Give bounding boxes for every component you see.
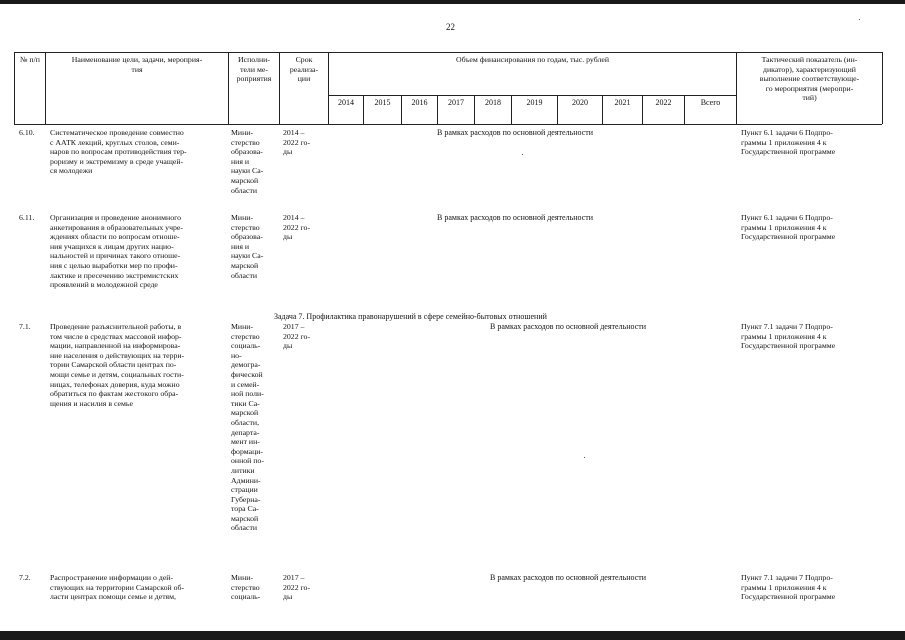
row-name: Распространение информации о дей- ствующих на территории Самарской об- ласти центрах помощи семье и детям, — [50, 573, 185, 602]
row-number: 6.10. — [19, 128, 35, 137]
year-header: 2021 — [614, 98, 631, 107]
year-header: 2018 — [485, 98, 501, 107]
header-funding: Объем финансирования по годам, тыс. рублей — [455, 55, 609, 64]
scan-speck — [859, 19, 860, 20]
row-term: 2014 – 2022 го- ды — [283, 128, 311, 157]
row-name: Организация и проведение анонимного анкетирования в образовательных учре- ждениях области по вопросам отноше- ния учащихся к лицам других нацио- нальностей и причинах такого отноше- ния с целью выработки мер по профи- лактике и пресечению экстремистских проявлений в молодежной среде — [50, 213, 183, 290]
header-indicator: Тактический показатель (ин- дикатор), характеризующий выполнение соответствующе- го мероприятия (меропри- тий) — [759, 55, 860, 103]
table-top-border — [14, 52, 882, 53]
row-name: Систематическое проведение совместно с ААТК лекций, круглых столов, семи- наров по вопросам противодействия тер- роризму и экстремизму в среде учащей- ся молодежи — [50, 128, 187, 176]
year-header: 2022 — [655, 98, 672, 107]
row-executor: Мини- стерство социаль- — [231, 573, 261, 602]
row-term: 2014 – 2022 го- ды — [283, 213, 311, 242]
year-header: 2016 — [411, 98, 428, 107]
row-term: 2017 – 2022 го- ды — [283, 322, 311, 351]
row-executor: Мини- стерство образова- ния и науки Са- марской области — [231, 128, 264, 195]
row-funding-note: В рамках расходов по основной деятельности — [437, 128, 594, 137]
row-number: 6.11. — [19, 213, 35, 222]
year-header-total: Всего — [700, 98, 721, 107]
years-row-top-border — [328, 95, 736, 96]
row-funding-note: В рамках расходов по основной деятельности — [437, 213, 594, 222]
year-header: 2019 — [526, 98, 543, 107]
row-number: 7.1. — [19, 322, 31, 331]
row-indicator: Пункт 6.1 задачи 6 Подпро- граммы 1 приложения 4 к Государственной программе — [741, 213, 836, 242]
top-scan-edge — [0, 0, 905, 4]
row-funding-note: В рамках расходов по основной деятельности — [490, 322, 647, 331]
header-term: Срок реализа- ции — [289, 55, 319, 84]
year-header: 2014 — [338, 98, 354, 107]
row-name: Проведение разъяснительной работы, в том числе в средствах массовой инфор- мации, направленной на информирова- ние населения о действующих на терри- тории Самарской области центрах по- мощи семье и детям, социальных гости- ницах, телефонах доверия, куда можно обратиться по фактам жестокого обра- щения и насилия в семье — [50, 322, 185, 408]
header-name: Наименование цели, задачи, мероприя- тия — [71, 55, 203, 74]
bottom-scan-edge — [0, 631, 905, 640]
header-executors: Исполни- тели ме- роприятия — [236, 55, 272, 84]
row-number: 7.2. — [19, 573, 31, 582]
row-indicator: Пункт 6.1 задачи 6 Подпро- граммы 1 приложения 4 к Государственной программе — [741, 128, 836, 157]
year-header: 2020 — [572, 98, 588, 107]
row-indicator: Пункт 7.1 задачи 7 Подпро- граммы 1 приложения 4 к Государственной программе — [741, 322, 836, 351]
header-num: № п/п — [20, 55, 40, 64]
row-executor: Мини- стерство образова- ния и науки Са- марской области — [231, 213, 264, 280]
task-7-heading: Задача 7. Профилактика правонарушений в сфере семейно-бытовых отношений — [274, 312, 547, 321]
scan-speck — [522, 154, 523, 155]
scan-speck — [584, 457, 585, 458]
row-funding-note: В рамках расходов по основной деятельности — [490, 573, 647, 582]
header-bottom-border — [14, 124, 882, 125]
row-indicator: Пункт 7.1 задачи 7 Подпро- граммы 1 приложения 4 к Государственной программе — [741, 573, 836, 602]
row-executor: Мини- стерство социаль- но- демогра- фической и семей- ной поли- тики Са- марской области, департа- мент ин- формаци- онной по- литики Админи- страции Губерна- тора Са- марской области — [231, 322, 264, 533]
year-header: 2015 — [374, 98, 391, 107]
row-term: 2017 – 2022 го- ды — [283, 573, 311, 602]
year-header: 2017 — [448, 98, 464, 107]
page-number: 22 — [446, 22, 455, 32]
col-border — [882, 52, 883, 124]
